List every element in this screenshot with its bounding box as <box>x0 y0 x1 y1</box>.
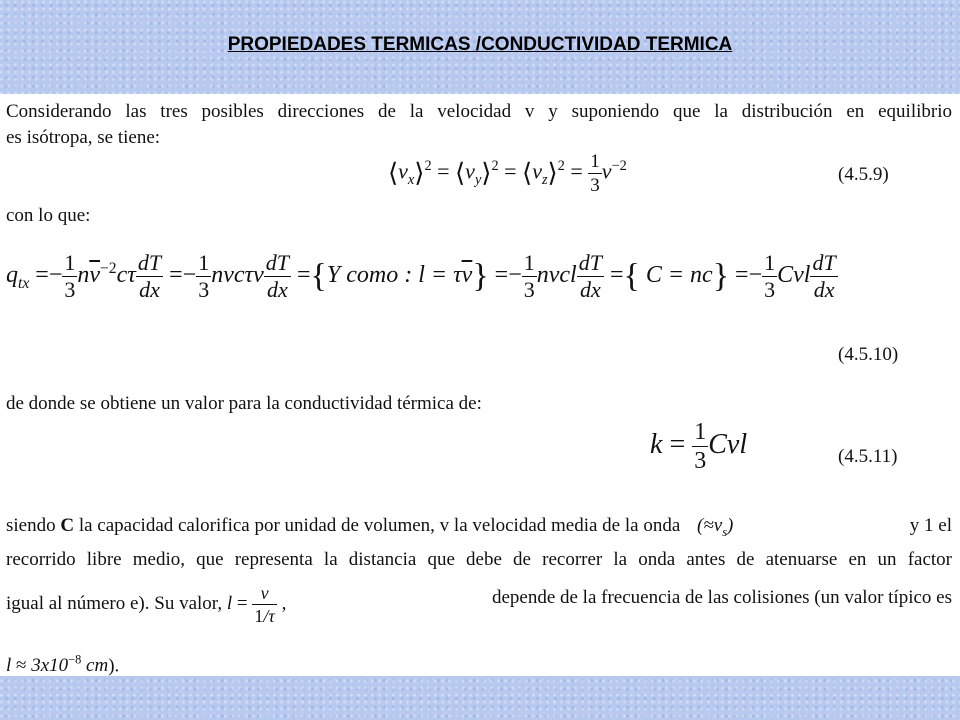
equation-number-4-5-10: (4.5.10) <box>838 344 899 365</box>
paragraph-intro-line2: es isótropa, se tiene: <box>6 127 161 148</box>
paragraph-de-donde: de donde se obtiene un valor para la conductividad térmica de: <box>6 393 482 414</box>
document-body <box>0 94 960 676</box>
slide-title: PROPIEDADES TERMICAS /CONDUCTIVIDAD TERMICA <box>227 34 733 55</box>
paragraph-siendo-line4: $l \approx 3x10^{-8}$ cm). <box>6 653 120 677</box>
paragraph-siendo-line3: igual al número e). Su valor, l = $\frac{v}{1/\tau}$ , depende de la frecuencia de las colisiones (un valor típico es <box>6 583 952 626</box>
inline-typical-value: $l \approx 3x10^{-8}$ cm <box>6 653 109 677</box>
paragraph-con-lo-que: con lo que: <box>6 205 91 226</box>
paragraph-siendo-line2: recorrido libre medio, que representa la distancia que debe de recorrer la onda antes de atenuarse en un factor <box>6 549 952 570</box>
equation-4-5-9: $⟨v_x⟩^2$ = $⟨v_y⟩^2$ = $⟨v_z⟩^2$ = $\frac{1}{3}$ $v^{-2}$ <box>388 151 627 196</box>
equation-4-5-10: $q_{tx}$ =− $\frac{1}{3}$ $n\overline{v}^{-2}c\tau$ $\frac{dT}{dx}$ =− $\frac{1}{3}$ nvcτv $\frac{dT}{dx}$ ={Y como : $l = \tau\overline{v}$} =− $\frac{1}{3}$ nvcl $\frac{dT}{dx}$ ={ C = nc} =− $\frac{1}{3}$ Cvl $\frac{dT}{dx}$ <box>6 250 836 302</box>
equation-4-5-11: k = $\frac{1}{3}$ Cvl <box>650 419 748 474</box>
inline-approx-vs: $(\approx v_s)$ <box>697 515 734 539</box>
inline-l-formula: l = $\frac{v}{1/\tau}$ <box>226 583 275 626</box>
equation-number-4-5-11: (4.5.11) <box>838 446 898 467</box>
paragraph-siendo-line1: siendo C la capacidad calorifica por unidad de volumen, v la velocidad media de la onda $(\approx v_s)$ y 1 el <box>6 515 952 539</box>
paragraph-intro-line1: Considerando las tres posibles direcciones de la velocidad v y suponiendo que la distribución en equilibrio <box>6 101 952 122</box>
equation-number-4-5-9: (4.5.9) <box>838 164 889 185</box>
